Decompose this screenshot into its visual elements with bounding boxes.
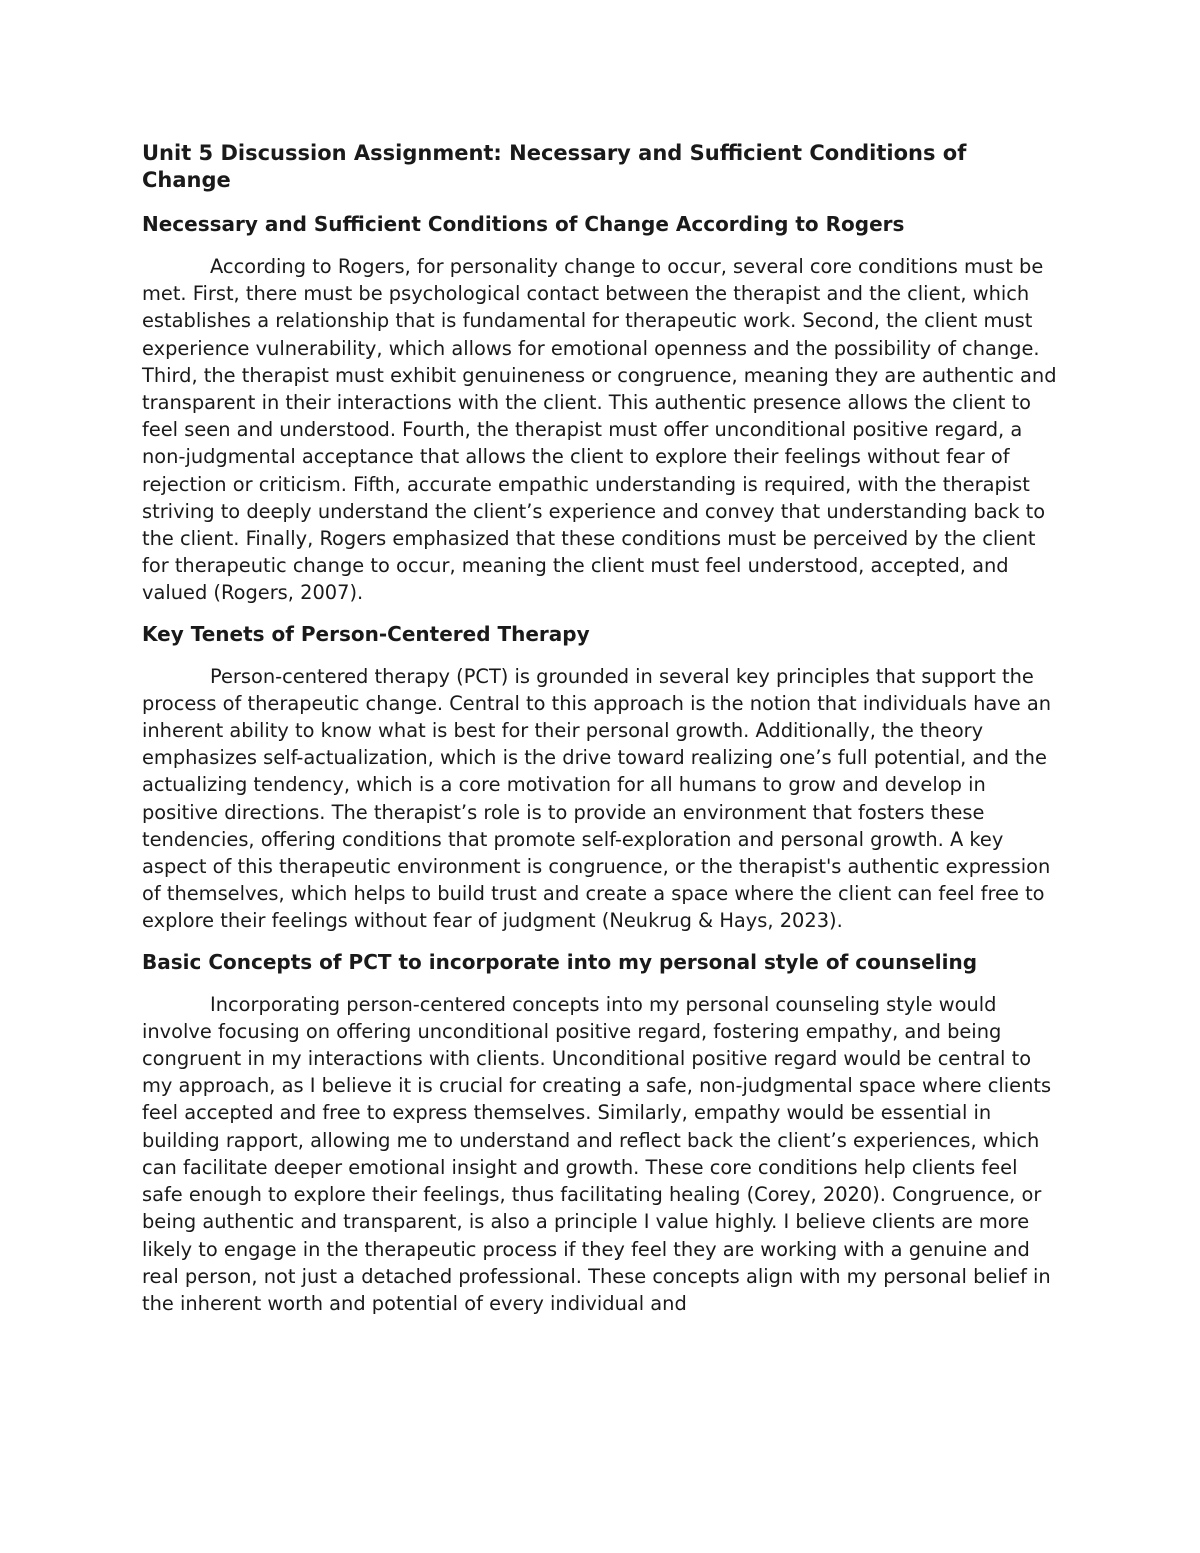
section-heading-rogers-conditions: Necessary and Sufficient Conditions of Change According to Rogers: [142, 212, 905, 236]
section-heading-key-tenets: Key Tenets of Person-Centered Therapy: [142, 621, 590, 646]
section-heading-basic-concepts: Basic Concepts of PCT to incorporate into my personal style of counseling: [142, 949, 978, 974]
document-page: [142, 140, 1057, 1331]
section-paragraph-key-tenets: Person-centered therapy (PCT) is grounded in several key principles that support the process of therapeutic change. Central to this approach is the notion that individuals have an inherent ability to know what is best for their personal growth. Additionally, the theory emphasizes self-actualization, which is the drive toward realizing one’s full potential, and the actualizing tendency, which is a core motivation for all humans to grow and develop in positive directions. The therapist’s role is to provide an environment that fosters these tendencies, offering conditions that promote self-exploration and personal growth. A key aspect of this therapeutic environment is congruence, or the therapist's authentic expression of themselves, which helps to build trust and create a space where the client can feel free to explore their feelings without fear of judgment (Neukrug & Hays, 2023).: [142, 664, 1052, 933]
section-paragraph-basic-concepts: Incorporating person-centered concepts into my personal counseling style would involve focusing on offering unconditional positive regard, fostering empathy, and being congruent in my interactions with clients. Unconditional positive regard would be central to my approach, as I believe it is crucial for creating a safe, non-judgmental space where clients feel accepted and free to express themselves. Similarly, empathy would be essential in building rapport, allowing me to understand and reflect back the client’s experiences, which can facilitate deeper emotional insight and growth. These core conditions help clients feel safe enough to explore their feelings, thus facilitating healing (Corey, 2020). Congruence, or being authentic and transparent, is also a principle I value highly. I believe clients are more likely to engage in the therapeutic process if they feel they are working with a genuine and real person, not just a detached professional. These concepts align with my personal belief in the inherent worth and potential of every individual and: [142, 992, 1052, 1315]
document-title: Unit 5 Discussion Assignment: Necessary and Sufficient Conditions of Change: [142, 141, 967, 192]
section-paragraph-rogers-conditions: According to Rogers, for personality change to occur, several core conditions must be met. First, there must be psychological contact between the therapist and the client, which establishes a relationship that is fundamental for therapeutic work. Second, the client must experience vulnerability, which allows for emotional openness and the possibility of change. Third, the therapist must exhibit genuineness or congruence, meaning they are authentic and transparent in their interactions with the client. This authentic presence allows the client to feel seen and understood. Fourth, the therapist must offer unconditional positive regard, a non-judgmental acceptance that allows the client to explore their feelings without fear of rejection or criticism. Fifth, accurate empathic understanding is required, with the therapist striving to deeply understand the client’s experience and convey that understanding back to the client. Finally, Rogers emphasized that these conditions must be perceived by the client for therapeutic change to occur, meaning the client must feel understood, accepted, and valued (Rogers, 2007).: [142, 255, 1057, 605]
